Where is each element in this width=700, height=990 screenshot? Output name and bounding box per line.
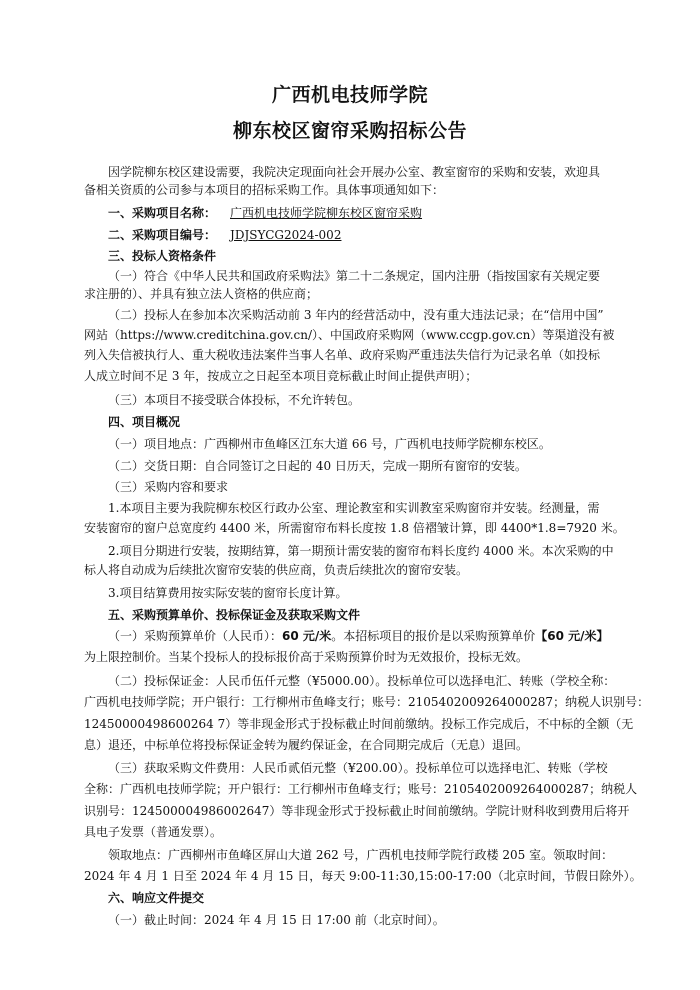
s4-content-1-line2: 安装窗帘的窗户总宽度约 4400 米，所需窗帘布料长度按 1.8 倍褶皱计算，即 4400*1.8=7920 米。 — [84, 521, 625, 535]
project-name-row — [108, 205, 436, 221]
s3-item2-line1: （二）投标人在参加本次采购活动前 3 年内的经营活动中，没有重大违法记录；在“信用中国” — [108, 308, 604, 322]
s5-budget-line1 — [108, 628, 609, 644]
s5-deposit-line2: 广西机电技师学院；开户银行：工行柳州市鱼峰支行；账号：2105402009264000287；纳税人识别号： — [84, 695, 650, 709]
section-3-heading: 三、投标人资格条件 — [108, 249, 217, 263]
s5-budget-mid: 。本招标项目的报价是以采购预算单价 — [331, 629, 536, 643]
s5-deposit-line4: 息）退还，中标单位将投标保证金转为履约保证金，在合同期完成后（无息）退回。 — [84, 738, 529, 752]
s5-docfee-line3: 识别号：124500004986002647）等非现金形式于投标截止时间前缴纳。学院计财科收到费用后将开 — [84, 804, 630, 818]
s4-delivery: （二）交货日期：自合同签订之日起的 40 日历天，完成一期所有窗帘的安装。 — [108, 459, 527, 473]
s4-location: （一）项目地点：广西柳州市鱼峰区江东大道 66 号，广西机电技师学院柳东校区。 — [108, 437, 551, 451]
s4-content-2-line2: 标人将自动成为后续批次窗帘安装的供应商，负责后续批次的窗帘安装。 — [84, 563, 469, 577]
section-4-heading: 四、项目概况 — [108, 415, 181, 429]
s5-budget-price: 60 元/米 — [282, 629, 332, 643]
s3-item2-line4: 人成立时间不足 3 年，按成立之日起至本项目竞标截止时间止提供声明）； — [84, 369, 478, 383]
document-title-school: 广西机电技师学院 — [271, 84, 428, 106]
s5-budget-prefix: （一）采购预算单价（人民币）： — [108, 629, 283, 643]
project-number-label: 二、采购项目编号： — [108, 228, 217, 242]
s5-budget-line2: 为上限控制价。当某个投标人的投标报价高于采购预算价时为无效报价，投标无效。 — [84, 650, 529, 664]
section-6-heading: 六、响应文件提交 — [108, 891, 205, 905]
s4-content-heading: （三）采购内容和要求 — [108, 480, 229, 494]
s4-content-1-line1: 1.本项目主要为我院柳东校区行政办公室、理论教室和实训教室采购窗帘并安装。经测量，需 — [108, 501, 600, 515]
s5-docfee-line2: 全称：广西机电技师学院；开户银行：工行柳州市鱼峰支行；账号：2105402009264000287；纳税人 — [84, 782, 638, 796]
s3-item3: （三）本项目不接受联合体投标，不允许转包。 — [108, 393, 361, 407]
s5-pickup-line2: 2024 年 4 月 1 日至 2024 年 4 月 15 日，每天 9:00-11:30,15:00-17:00（北京时间，节假日除外）。 — [84, 869, 642, 883]
s5-budget-price-bracket: 【60 元/米】 — [535, 629, 609, 643]
s5-deposit-line1: （二）投标保证金：人民币伍仟元整（¥5000.00）。投标单位可以选择电汇、转账（学校全称： — [108, 674, 616, 688]
s4-content-3: 3.项目结算费用按实际安装的窗帘长度计算。 — [108, 586, 348, 600]
project-number-row — [108, 227, 355, 243]
s5-deposit-line3: 12450000498600264 7）等非现金形式于投标截止时间前缴纳。投标工作完成后，不中标的全额（无 — [84, 717, 634, 731]
s3-item2-line3: 列入失信被执行人、重大税收违法案件当事人名单、政府采购严重违法失信行为记录名单（如投标 — [84, 348, 601, 362]
s5-docfee-line1: （三）获取采购文件费用：人民币贰佰元整（¥200.00）。投标单位可以选择电汇、转账（学校 — [108, 761, 608, 775]
project-name-value: 广西机电技师学院柳东校区窗帘采购 — [230, 206, 423, 220]
s3-item1-line2: 求注册的）、并具有独立法人资格的供应商； — [84, 287, 319, 301]
project-name-label: 一、采购项目名称： — [108, 206, 217, 220]
intro-line-1: 因学院柳东校区建设需要，我院决定现面向社会开展办公室、教室窗帘的采购和安装，欢迎具 — [108, 165, 601, 179]
section-5-heading: 五、采购预算单价、投标保证金及获取采购文件 — [108, 608, 361, 622]
s5-docfee-line4: 具电子发票（普通发票）。 — [84, 825, 223, 839]
s4-content-2-line1: 2.项目分期进行安装，按期结算，第一期预计需安装的窗帘布料长度约 4000 米。本次采购的中 — [108, 544, 614, 558]
s5-pickup-line1: 领取地点：广西柳州市鱼峰区屏山大道 262 号，广西机电技师学院行政楼 205 室。领取时间： — [108, 848, 614, 862]
project-number-value: JDJSYCG2024-002 — [230, 228, 342, 242]
intro-line-2: 备相关资质的公司参与本项目的招标采购工作。具体事项通知如下： — [84, 183, 445, 197]
s3-item1-line1: （一）符合《中华人民共和国政府采购法》第二十二条规定，国内注册（指按国家有关规定要 — [108, 269, 601, 283]
s6-deadline: （一）截止时间：2024 年 4 月 15 日 17:00 前（北京时间）。 — [108, 913, 445, 927]
document-title-notice: 柳东校区窗帘采购招标公告 — [232, 120, 467, 142]
s3-item2-line2: 网站（https://www.creditchina.gov.cn/）、中国政府采购网（www.ccgp.gov.cn）等渠道没有被 — [84, 328, 615, 342]
